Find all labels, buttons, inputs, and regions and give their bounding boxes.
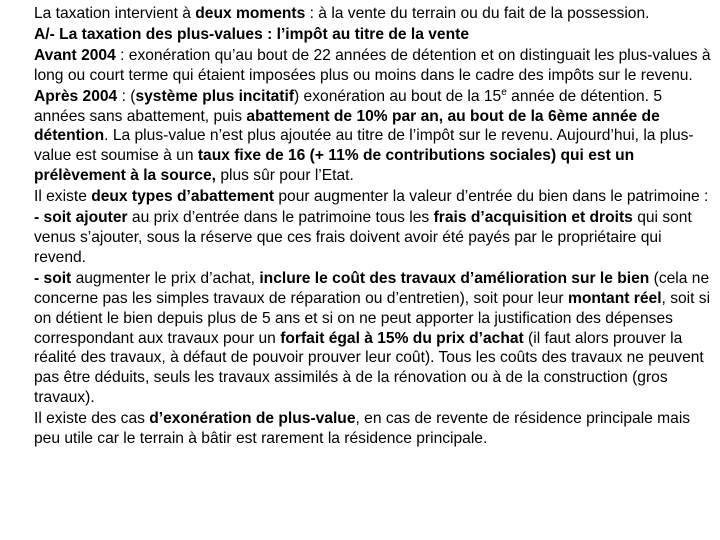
- period-label: Après 2004: [34, 87, 118, 105]
- emphasis: montant réel: [567, 289, 662, 307]
- text: pour augmenter la valeur d’entrée du bien dans le patrimoine :: [274, 188, 709, 206]
- section-a-title: [34, 25, 716, 45]
- text: . La plus-value n’est plus ajoutée au titre de l’impôt sur le revenu. Aujourd’hui, la plus-value est soumise à un: [34, 127, 694, 165]
- avant-2004-paragraph: [34, 46, 716, 86]
- period-label: Avant 2004: [34, 46, 116, 64]
- emphasis: - soit: [34, 269, 72, 287]
- text: Il existe des cas: [34, 410, 150, 428]
- emphasis: système plus incitatif: [135, 87, 295, 105]
- list-item-travaux: [34, 269, 716, 408]
- text: La taxation intervient à: [34, 5, 196, 22]
- emphasis: - soit ajouter: [34, 209, 128, 227]
- emphasis: frais d’acquisition et droits: [433, 209, 633, 227]
- text: au prix d’entrée dans le patrimoine tous les: [127, 209, 434, 227]
- emphasis: inclure le coût des travaux d’amélioration sur le bien: [259, 269, 650, 287]
- text: (il faut alors prouver la réalité des travaux, à défaut de pouvoir prouver leur coût). Tous les coûts des travaux ne peuvent pas être déduits, seuls les travaux assimilés à de la rénovation ou à de la construction (gros travaux).: [34, 329, 704, 407]
- text: : exonération qu’au bout de 22 années de détention et on distinguait les plus-values à long ou court terme qui étaient imposées plus ou moins dans le cadre des impôts sur le revenu.: [34, 46, 711, 84]
- text: augmenter le prix d’achat,: [71, 269, 260, 287]
- text: : (: [117, 87, 136, 105]
- emphasis: taux fixe de 16 (+ 11% de contributions sociales) qui est un prélèvement à la source,: [34, 147, 635, 185]
- superscript: e: [501, 86, 507, 98]
- list-item-frais: [34, 208, 716, 268]
- exoneration-paragraph: [34, 409, 716, 449]
- text: (cela ne concerne pas les simples travaux de réparation ou d’entretien), soit pour leur: [34, 269, 710, 307]
- intro-paragraph: [34, 4, 716, 24]
- heading: A/- La taxation des plus-values : l’impôt au titre de la vente: [34, 25, 469, 43]
- text: année de détention. 5 années sans abattement, puis: [34, 87, 663, 125]
- text: : à la vente du terrain ou du fait de la possession.: [305, 5, 650, 22]
- emphasis: deux types d’abattement: [91, 188, 275, 206]
- text: qui sont venus s’ajouter, sous la réserve que ces frais doivent avoir été payés par le propriétaire qui revend.: [34, 209, 692, 266]
- text: plus sûr pour l’Etat.: [216, 167, 354, 185]
- emphasis: forfait égal à 15% du prix d’achat: [280, 329, 524, 347]
- text: Il existe: [34, 188, 92, 206]
- emphasis: d’exonération de plus-value: [149, 410, 356, 428]
- emphasis: abattement de 10% par an, au bout de la 6ème année de détention: [34, 107, 660, 145]
- document-body: [34, 4, 716, 449]
- emphasis: deux moments: [195, 5, 306, 22]
- text: , en cas de revente de résidence principale mais peu utile car le terrain à bâtir est rarement la résidence principale.: [34, 410, 691, 448]
- abattement-types-paragraph: [34, 187, 716, 207]
- text: , soit si on détient le bien depuis plus de 5 ans et si on ne peut apporter la justification des dépenses correspondant aux travaux pour un: [34, 289, 711, 347]
- text: ) exonération au bout de la 15: [294, 87, 502, 105]
- apres-2004-paragraph: [34, 87, 716, 187]
